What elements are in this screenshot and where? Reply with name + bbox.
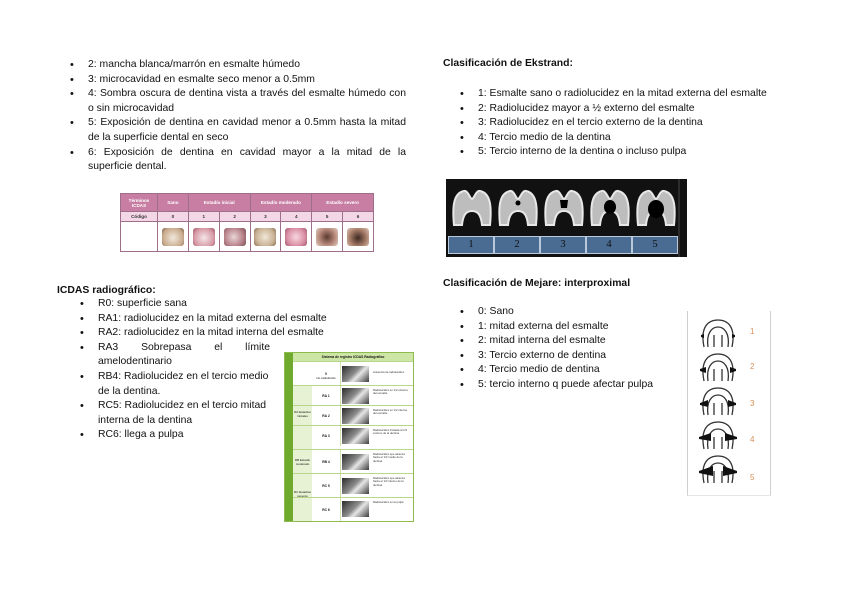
ekstrand-image xyxy=(446,179,687,257)
list-item: • 3: microcavidad en esmalte seco menor a 0.5mm xyxy=(68,73,406,88)
row-code: RA 2 xyxy=(312,406,341,426)
table-row xyxy=(293,497,413,521)
list-item: • RA1: radiolucidez en la mitad externa del esmalte xyxy=(78,312,340,327)
mejare-label: 2 xyxy=(750,362,755,371)
ekstrand-label: 5 xyxy=(632,236,678,254)
list-item: • 2: mancha blanca/marrón en esmalte húmedo xyxy=(68,58,406,73)
row-label: No radiolúcido xyxy=(316,376,336,380)
table-code: 3 xyxy=(250,212,281,222)
tooth-diagram-icon xyxy=(634,185,678,229)
mejare-heading: Clasificación de Mejare: interproximal xyxy=(443,278,631,289)
xray-image xyxy=(342,478,369,494)
tooth-photo xyxy=(347,228,369,246)
xray-image xyxy=(342,408,369,424)
table-row xyxy=(293,473,413,498)
list-item: • 1: Esmalte sano o radiolucidez en la mitad externa del esmalte xyxy=(458,87,818,102)
row-description: Radiolucidez en 1/2 interna del esmalte xyxy=(373,408,407,416)
tooth-outline-icon xyxy=(698,317,738,491)
mejare-label: 5 xyxy=(750,473,755,482)
xray-image xyxy=(342,366,369,382)
tooth-photo xyxy=(254,228,276,246)
list-item: • RA3 Sobrepasa el límite amelodentinario xyxy=(78,341,270,370)
list-item: • RA2: radiolucidez en la mitad interna del esmalte xyxy=(78,326,340,341)
list-item: • 5: tercio interno q puede afectar pulpa xyxy=(458,378,688,393)
row-description: Radiolucidez que alcanza hasta el 1/3 interno de la dentina xyxy=(373,476,405,487)
table-code: 6 xyxy=(343,212,374,222)
tooth-diagram-icon xyxy=(496,185,540,229)
mejare-label: 1 xyxy=(750,327,755,336)
row-code: RB 4 xyxy=(312,450,341,474)
tooth-photo xyxy=(224,228,246,246)
list-item: • R0: superficie sana xyxy=(78,297,340,312)
list-item: • 4: Sombra oscura de dentina vista a través del esmalte húmedo con o sin microcavidad xyxy=(68,87,406,116)
list-item: • 6: Exposición de dentina en cavidad mayor a la mitad de la superficie dental. xyxy=(68,146,406,175)
list-item: • 4: Tercio medio de la dentina xyxy=(458,131,818,146)
ekstrand-label: 4 xyxy=(586,236,632,254)
tooth-photo xyxy=(162,228,184,246)
icdas-clinical-list xyxy=(68,58,406,175)
list-item: • 3: Tercio externo de dentina xyxy=(458,349,688,364)
row-group: RB Estadío moderado xyxy=(293,450,312,474)
table-code: 5 xyxy=(312,212,343,222)
xray-image xyxy=(342,454,369,470)
row-description: Radiolucidez limitada al 1/3 externo de la dentina xyxy=(373,428,408,436)
ekstrand-label: 2 xyxy=(494,236,540,254)
table-group: Estadío moderado xyxy=(250,194,312,212)
table-header-terms: Términos ICDAS xyxy=(121,194,158,212)
list-item: • 2: mitad interna del esmalte xyxy=(458,334,688,349)
row-code: RC 6 xyxy=(312,498,341,521)
tooth-photo xyxy=(316,228,338,246)
row-description: Radiolucidez en 1/2 externa del esmalte xyxy=(373,388,408,396)
table-row xyxy=(293,449,413,474)
table-group: Estadío inicial xyxy=(188,194,250,212)
list-item: • 5: Exposición de dentina en cavidad menor a 0.5mm hasta la mitad de la superficie dental en seco xyxy=(68,116,406,145)
row-description: Radiolucidez que alcanza hasta el 1/3 medio de la dentina xyxy=(373,452,405,463)
table-code: 4 xyxy=(281,212,312,222)
table-row xyxy=(293,425,413,446)
tooth-diagram-icon xyxy=(450,185,494,229)
table-code: 0 xyxy=(158,212,189,222)
table-row xyxy=(293,361,413,386)
mejare-image xyxy=(687,311,771,496)
list-item: • 0: Sano xyxy=(458,305,688,320)
row-code: RA 3 xyxy=(312,426,341,446)
table-empty-cell xyxy=(121,222,158,252)
table-group: Sano xyxy=(158,194,189,212)
row-description: Radiolucidez en la pulpa xyxy=(373,500,404,504)
icdas-radiographic-heading: ICDAS radiográfico: xyxy=(57,285,156,296)
xray-image xyxy=(342,388,369,404)
list-item: • RC6: llega a pulpa xyxy=(78,428,340,443)
table-group: Estadío severo xyxy=(312,194,374,212)
list-item: • RC5: Radiolucidez en el tercio mitad interna de la dentina xyxy=(78,399,278,428)
table-side-bar xyxy=(285,353,293,521)
row-group: RC Estadíos severos xyxy=(293,474,312,521)
table-row xyxy=(293,405,413,426)
table-header: Sistema de registro ICDAS Radiográfico xyxy=(293,353,413,361)
icdas-radiographic-table xyxy=(284,352,414,522)
list-item: • 3: Radiolucidez en el tercio externo de la dentina xyxy=(458,116,818,131)
list-item: • RB4: Radiolucidez en el tercio medio de la dentina. xyxy=(78,370,278,399)
list-item: • 4: Tercio medio de dentina xyxy=(458,363,688,378)
mejare-label: 3 xyxy=(750,399,755,408)
mejare-list xyxy=(458,305,688,393)
row-group: RA Estadíos iniciales xyxy=(293,386,312,450)
ekstrand-list xyxy=(458,87,818,160)
tooth-diagram-icon xyxy=(542,185,586,229)
xray-image xyxy=(342,501,369,517)
divider xyxy=(678,179,680,257)
icdas-clinical-table xyxy=(120,193,374,252)
table-code: 2 xyxy=(219,212,250,222)
ekstrand-label: 1 xyxy=(448,236,494,254)
table-header-code: Código xyxy=(121,212,158,222)
ekstrand-heading: Clasificación de Ekstrand: xyxy=(443,58,573,69)
list-item: • 1: mitad externa del esmalte xyxy=(458,320,688,335)
row-description: Ausencia de radiolucidez xyxy=(373,370,405,374)
mejare-label: 4 xyxy=(750,435,755,444)
ekstrand-label: 3 xyxy=(540,236,586,254)
tooth-diagram-icon xyxy=(588,185,632,229)
list-item: • 5: Tercio interno de la dentina o incluso pulpa xyxy=(458,145,818,160)
tooth-photo xyxy=(285,228,307,246)
xray-image xyxy=(342,428,369,444)
row-code: RC 5 xyxy=(312,474,341,498)
row-code: RA 1 xyxy=(312,386,341,406)
table-code: 1 xyxy=(188,212,219,222)
row-code: 0 xyxy=(312,362,341,386)
tooth-photo xyxy=(193,228,215,246)
list-item: • 2: Radiolucidez mayor a ½ externo del esmalte xyxy=(458,102,818,117)
